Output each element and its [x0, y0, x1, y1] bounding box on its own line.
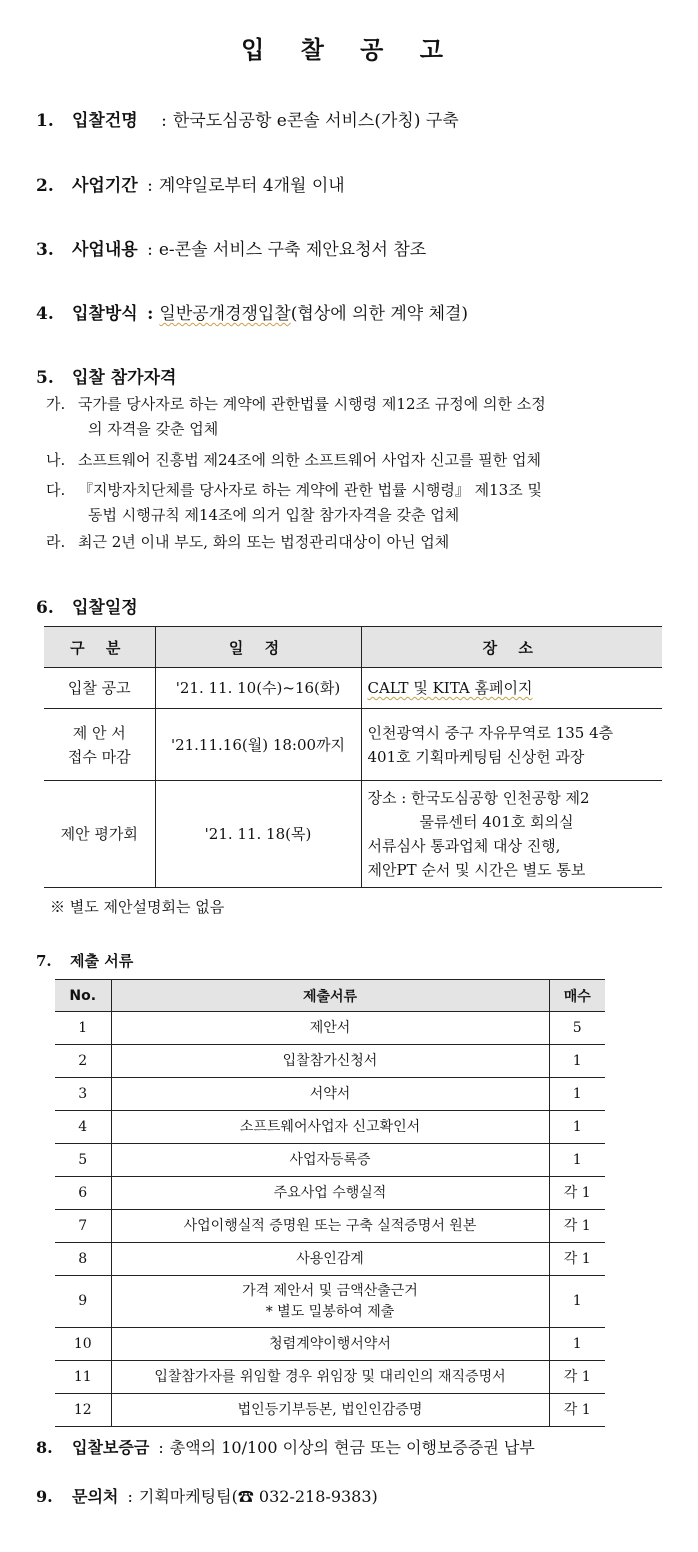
schedule-place: CALT 및 KITA 홈페이지	[361, 668, 662, 709]
schedule-header-row	[44, 627, 662, 668]
header-date: 일 정	[155, 627, 361, 668]
document-no: 8	[55, 1243, 111, 1276]
document-count: 각 1	[549, 1243, 605, 1276]
header-no: No.	[55, 980, 111, 1012]
document-count: 1	[549, 1328, 605, 1361]
table-row	[55, 1394, 605, 1427]
document-no: 5	[55, 1144, 111, 1177]
document-no: 3	[55, 1078, 111, 1111]
section-bid-deposit: 8. 입찰보증금 : 총액의 10/100 이상의 현금 또는 이행보증증권 납부	[36, 1438, 535, 1457]
table-row	[55, 1361, 605, 1394]
section-contact: 9. 문의처 : 기획마케팅팀(☎ 032-218-9383)	[36, 1487, 378, 1506]
section-qualification-heading: 5. 입찰 참가자격	[36, 368, 177, 388]
header-count: 매수	[549, 980, 605, 1012]
schedule-category: 제 안 서 접수 마감	[44, 709, 155, 781]
document-no: 12	[55, 1394, 111, 1427]
document-name: 입찰참가신청서	[111, 1045, 549, 1078]
document-name: 소프트웨어사업자 신고확인서	[111, 1111, 549, 1144]
schedule-date: '21.11.16(월) 18:00까지	[155, 709, 361, 781]
section-documents-heading: 7. 제출 서류	[36, 952, 134, 970]
table-row	[44, 668, 662, 709]
table-row	[55, 1276, 605, 1328]
document-name: 주요사업 수행실적	[111, 1177, 549, 1210]
document-count: 1	[549, 1144, 605, 1177]
schedule-date: '21. 11. 18(목)	[155, 781, 361, 888]
document-name: 제안서	[111, 1012, 549, 1045]
table-row	[55, 1328, 605, 1361]
qualification-item: 나. 소프트웨어 진흥법 제24조에 의한 소프트웨어 사업자 신고를 필한 업체	[46, 451, 541, 469]
schedule-place: 인천광역시 중구 자유무역로 135 4층 401호 기획마케팅팀 신상헌 과장	[361, 709, 662, 781]
schedule-date: '21. 11. 10(수)~16(화)	[155, 668, 361, 709]
table-row	[55, 1078, 605, 1111]
schedule-table	[44, 626, 662, 888]
document-count: 각 1	[549, 1394, 605, 1427]
document-count: 각 1	[549, 1177, 605, 1210]
document-name: 법인등기부등본, 법인인감증명	[111, 1394, 549, 1427]
qualification-item: 다. 『지방자치단체를 당사자로 하는 계약에 관한 법률 시행령』 제13조 및 동법 시행규칙 제14조에 의거 입찰 참가자격을 갖춘 업체	[46, 481, 542, 524]
table-row	[55, 1045, 605, 1078]
table-row	[55, 1210, 605, 1243]
document-name: 사용인감계	[111, 1243, 549, 1276]
table-row	[55, 1144, 605, 1177]
section-schedule-heading: 6. 입찰일정	[36, 598, 138, 618]
table-row	[55, 1012, 605, 1045]
document-count: 1	[549, 1276, 605, 1328]
documents-table	[55, 979, 605, 1427]
table-row	[55, 1177, 605, 1210]
schedule-category: 제안 평가회	[44, 781, 155, 888]
qualification-item: 가. 국가를 당사자로 하는 계약에 관한법률 시행령 제12조 규정에 의한 소정 의 자격을 갖춘 업체	[46, 395, 546, 438]
table-row	[55, 1111, 605, 1144]
header-place: 장 소	[361, 627, 662, 668]
document-name: 서약서	[111, 1078, 549, 1111]
document-no: 10	[55, 1328, 111, 1361]
section-bid-name: 1. 입찰건명 : 한국도심공항 e콘솔 서비스(가칭) 구축	[36, 111, 459, 131]
document-no: 2	[55, 1045, 111, 1078]
table-row	[55, 1243, 605, 1276]
section-bid-method: 4. 입찰방식 : 일반공개경쟁입찰(협상에 의한 계약 체결)	[36, 304, 469, 324]
document-name: 입찰참가자를 위임할 경우 위임장 및 대리인의 재직증명서	[111, 1361, 549, 1394]
document-no: 9	[55, 1276, 111, 1328]
documents-body	[55, 1012, 605, 1427]
document-count: 각 1	[549, 1210, 605, 1243]
document-no: 11	[55, 1361, 111, 1394]
document-name: 가격 제안서 및 금액산출근거 * 별도 밀봉하여 제출	[111, 1276, 549, 1328]
document-count: 각 1	[549, 1361, 605, 1394]
document-no: 1	[55, 1012, 111, 1045]
document-no: 6	[55, 1177, 111, 1210]
table-row	[44, 781, 662, 888]
document-count: 5	[549, 1012, 605, 1045]
section-project-content: 3. 사업내용 : e-콘솔 서비스 구축 제안요청서 참조	[36, 240, 427, 260]
document-name: 사업자등록증	[111, 1144, 549, 1177]
schedule-note: ※ 별도 제안설명회는 없음	[50, 898, 225, 916]
document-count: 1	[549, 1078, 605, 1111]
document-count: 1	[549, 1045, 605, 1078]
page-title: 입 찰 공 고	[241, 35, 457, 64]
document-name: 사업이행실적 증명원 또는 구축 실적증명서 원본	[111, 1210, 549, 1243]
document-no: 4	[55, 1111, 111, 1144]
document-name: 청렴계약이행서약서	[111, 1328, 549, 1361]
table-row	[44, 709, 662, 781]
section-project-period: 2. 사업기간 : 계약일로부터 4개월 이내	[36, 176, 345, 196]
header-category: 구 분	[44, 627, 155, 668]
document-no: 7	[55, 1210, 111, 1243]
schedule-category: 입찰 공고	[44, 668, 155, 709]
documents-header-row	[55, 980, 605, 1012]
header-document: 제출서류	[111, 980, 549, 1012]
qualification-item: 라. 최근 2년 이내 부도, 화의 또는 법정관리대상이 아닌 업체	[46, 533, 450, 551]
document-count: 1	[549, 1111, 605, 1144]
schedule-place: 장소 : 한국도심공항 인천공항 제2 물류센터 401호 회의실 서류심사 통과업체 대상 진행, 제안PT 순서 및 시간은 별도 통보	[361, 781, 662, 888]
